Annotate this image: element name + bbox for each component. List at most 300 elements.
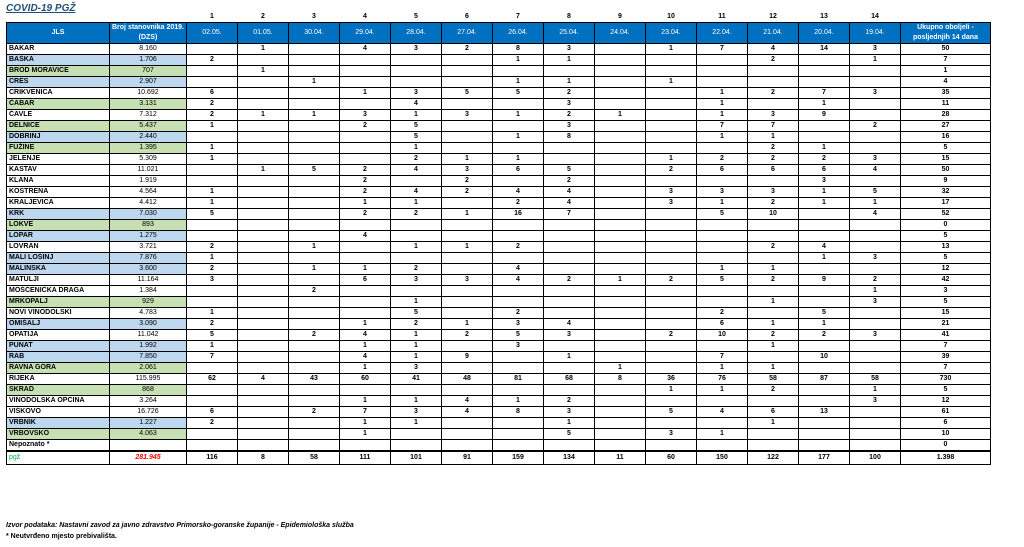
- case-cell: 1: [697, 198, 748, 209]
- case-cell: [646, 319, 697, 330]
- case-cell: [850, 132, 901, 143]
- population-cell: [110, 440, 187, 452]
- table-row: [7, 286, 991, 297]
- total-cell: 11: [901, 99, 991, 110]
- table-row: [7, 407, 991, 418]
- case-cell: 1: [340, 418, 391, 429]
- sum-row: [7, 451, 991, 465]
- case-cell: 1: [799, 99, 850, 110]
- table-row: [7, 385, 991, 396]
- table-row: [7, 319, 991, 330]
- case-cell: 2: [493, 242, 544, 253]
- case-cell: [799, 440, 850, 452]
- case-cell: 3: [850, 154, 901, 165]
- total-cell: 5: [901, 385, 991, 396]
- total-cell: 32: [901, 187, 991, 198]
- jls-name: LOPAR: [7, 231, 110, 242]
- case-cell: [697, 396, 748, 407]
- case-cell: [340, 440, 391, 452]
- case-cell: 1: [391, 396, 442, 407]
- case-cell: [493, 121, 544, 132]
- column-number: 8: [567, 13, 571, 20]
- case-cell: [595, 407, 646, 418]
- case-cell: 7: [697, 44, 748, 55]
- case-cell: 68: [544, 374, 595, 385]
- case-cell: [748, 286, 799, 297]
- case-cell: [238, 55, 289, 66]
- case-cell: [697, 220, 748, 231]
- population-cell: 4.564: [110, 187, 187, 198]
- header-jls: JLS: [7, 23, 110, 44]
- total-cell: 0: [901, 220, 991, 231]
- total-cell: 35: [901, 88, 991, 99]
- case-cell: [646, 418, 697, 429]
- case-cell: [289, 88, 340, 99]
- case-cell: [238, 231, 289, 242]
- column-number: 4: [363, 13, 367, 20]
- case-cell: 36: [646, 374, 697, 385]
- case-cell: 5: [697, 275, 748, 286]
- case-cell: 3: [850, 396, 901, 407]
- table-row: [7, 77, 991, 88]
- case-cell: [442, 77, 493, 88]
- case-cell: 2: [442, 187, 493, 198]
- table-row: [7, 165, 991, 176]
- case-cell: [442, 297, 493, 308]
- case-cell: [442, 341, 493, 352]
- case-cell: [799, 286, 850, 297]
- case-cell: 3: [544, 121, 595, 132]
- jls-name: DOBRINJ: [7, 132, 110, 143]
- case-cell: 2: [391, 264, 442, 275]
- column-number: 14: [871, 13, 879, 20]
- case-cell: 3: [799, 176, 850, 187]
- case-cell: [187, 165, 238, 176]
- case-cell: 1: [340, 319, 391, 330]
- total-cell: 12: [901, 264, 991, 275]
- case-cell: [238, 440, 289, 452]
- case-cell: [850, 363, 901, 374]
- case-cell: [238, 352, 289, 363]
- case-cell: [340, 242, 391, 253]
- case-cell: [697, 286, 748, 297]
- total-cell: 7: [901, 341, 991, 352]
- case-cell: [442, 440, 493, 452]
- case-cell: [238, 418, 289, 429]
- case-cell: 1: [799, 198, 850, 209]
- header-date: 23.04.: [646, 23, 697, 44]
- case-cell: 1: [391, 198, 442, 209]
- case-cell: [595, 121, 646, 132]
- case-cell: [748, 440, 799, 452]
- case-cell: 1: [340, 363, 391, 374]
- case-cell: [544, 286, 595, 297]
- case-cell: [646, 396, 697, 407]
- case-cell: 5: [391, 308, 442, 319]
- case-cell: [850, 66, 901, 77]
- column-number: 12: [769, 13, 777, 20]
- case-cell: [340, 253, 391, 264]
- jls-name: JELENJE: [7, 154, 110, 165]
- case-cell: [442, 429, 493, 440]
- population-cell: 707: [110, 66, 187, 77]
- column-number: 6: [465, 13, 469, 20]
- header-date: 26.04.: [493, 23, 544, 44]
- case-cell: 1: [748, 319, 799, 330]
- case-cell: 4: [442, 407, 493, 418]
- case-cell: [799, 77, 850, 88]
- case-cell: [493, 352, 544, 363]
- jls-name: RIJEKA: [7, 374, 110, 385]
- case-cell: [544, 143, 595, 154]
- page-title: COVID-19 PGŽ: [6, 3, 76, 14]
- case-cell: 2: [391, 319, 442, 330]
- jls-name: OPATIJA: [7, 330, 110, 341]
- case-cell: [646, 220, 697, 231]
- case-cell: [595, 44, 646, 55]
- case-cell: [799, 231, 850, 242]
- case-cell: [748, 253, 799, 264]
- case-cell: [289, 363, 340, 374]
- total-cell: 10: [901, 429, 991, 440]
- case-cell: [289, 308, 340, 319]
- population-cell: 115.995: [110, 374, 187, 385]
- case-cell: [340, 77, 391, 88]
- case-cell: 1: [238, 66, 289, 77]
- case-cell: 2: [289, 286, 340, 297]
- case-cell: [595, 165, 646, 176]
- case-cell: 4: [340, 330, 391, 341]
- case-cell: 1: [697, 132, 748, 143]
- case-cell: [748, 231, 799, 242]
- case-cell: [646, 132, 697, 143]
- case-cell: [340, 154, 391, 165]
- case-cell: 3: [442, 275, 493, 286]
- population-cell: 2.440: [110, 132, 187, 143]
- case-cell: [493, 385, 544, 396]
- case-cell: 58: [748, 374, 799, 385]
- case-cell: [595, 319, 646, 330]
- case-cell: [289, 385, 340, 396]
- case-cell: 1: [595, 110, 646, 121]
- case-cell: 2: [340, 176, 391, 187]
- case-cell: 1: [289, 264, 340, 275]
- case-cell: [289, 352, 340, 363]
- case-cell: 3: [646, 429, 697, 440]
- case-cell: [850, 77, 901, 88]
- case-cell: 2: [748, 88, 799, 99]
- case-cell: 3: [544, 44, 595, 55]
- case-cell: [850, 110, 901, 121]
- case-cell: [850, 440, 901, 452]
- total-cell: 17: [901, 198, 991, 209]
- column-number: 11: [718, 13, 726, 20]
- case-cell: 2: [748, 275, 799, 286]
- case-cell: 2: [187, 418, 238, 429]
- case-cell: 3: [850, 88, 901, 99]
- case-cell: 1: [340, 429, 391, 440]
- table-row: [7, 44, 991, 55]
- case-cell: 3: [391, 88, 442, 99]
- case-cell: [850, 308, 901, 319]
- header-date: 22.04.: [697, 23, 748, 44]
- population-cell: 1.395: [110, 143, 187, 154]
- case-cell: 7: [799, 88, 850, 99]
- header-date: 02.05.: [187, 23, 238, 44]
- case-cell: 4: [442, 396, 493, 407]
- case-cell: 7: [340, 407, 391, 418]
- column-number: 1: [210, 13, 214, 20]
- case-cell: [289, 209, 340, 220]
- case-cell: 3: [544, 99, 595, 110]
- case-cell: [646, 286, 697, 297]
- case-cell: 2: [850, 275, 901, 286]
- table-row: [7, 143, 991, 154]
- case-cell: [238, 242, 289, 253]
- column-number: 3: [312, 13, 316, 20]
- population-cell: 2.907: [110, 77, 187, 88]
- case-cell: 2: [748, 55, 799, 66]
- total-cell: 5: [901, 253, 991, 264]
- case-cell: 4: [697, 407, 748, 418]
- case-cell: 1: [697, 99, 748, 110]
- header-total: Ukupno oboljeli - posljednjih 14 dana: [901, 23, 991, 44]
- case-cell: [646, 121, 697, 132]
- jls-name: VINODOLSKA OPĆINA: [7, 396, 110, 407]
- case-cell: 58: [850, 374, 901, 385]
- total-cell: 13: [901, 242, 991, 253]
- total-cell: 6: [901, 418, 991, 429]
- case-cell: [238, 198, 289, 209]
- case-cell: 1: [187, 154, 238, 165]
- case-cell: 4: [493, 264, 544, 275]
- case-cell: [646, 264, 697, 275]
- case-cell: [748, 220, 799, 231]
- table-row: [7, 132, 991, 143]
- case-cell: [850, 407, 901, 418]
- sum-cell: 116: [187, 451, 238, 465]
- case-cell: 2: [289, 330, 340, 341]
- total-cell: 12: [901, 396, 991, 407]
- case-cell: 1: [187, 341, 238, 352]
- jls-name: MALI LOŠINJ: [7, 253, 110, 264]
- case-cell: [850, 242, 901, 253]
- case-cell: [289, 341, 340, 352]
- case-cell: 4: [544, 187, 595, 198]
- table-row: [7, 231, 991, 242]
- case-cell: 3: [850, 297, 901, 308]
- case-cell: [646, 209, 697, 220]
- total-cell: 5: [901, 143, 991, 154]
- case-cell: [595, 418, 646, 429]
- case-cell: 1: [391, 341, 442, 352]
- total-cell: 39: [901, 352, 991, 363]
- case-cell: [238, 407, 289, 418]
- case-cell: [289, 143, 340, 154]
- case-cell: [799, 264, 850, 275]
- sum-cell: 58: [289, 451, 340, 465]
- case-cell: [493, 253, 544, 264]
- case-cell: 1: [238, 110, 289, 121]
- case-cell: 3: [850, 44, 901, 55]
- table-row: [7, 352, 991, 363]
- jls-name: LOKVE: [7, 220, 110, 231]
- case-cell: 1: [595, 363, 646, 374]
- case-cell: 1: [289, 110, 340, 121]
- case-cell: 3: [340, 110, 391, 121]
- case-cell: [391, 286, 442, 297]
- case-cell: [595, 187, 646, 198]
- table-row: [7, 121, 991, 132]
- case-cell: 1: [850, 198, 901, 209]
- case-cell: 2: [442, 44, 493, 55]
- case-cell: 1: [340, 396, 391, 407]
- case-cell: 1: [748, 341, 799, 352]
- case-cell: 1: [340, 264, 391, 275]
- case-cell: 5: [391, 132, 442, 143]
- case-cell: 3: [187, 275, 238, 286]
- case-cell: [595, 385, 646, 396]
- case-cell: [799, 66, 850, 77]
- case-cell: [544, 308, 595, 319]
- case-cell: 10: [799, 352, 850, 363]
- total-cell: 41: [901, 330, 991, 341]
- table-row: [7, 154, 991, 165]
- case-cell: 1: [187, 253, 238, 264]
- case-cell: 2: [748, 198, 799, 209]
- case-cell: 2: [646, 275, 697, 286]
- case-cell: 41: [391, 374, 442, 385]
- case-cell: [238, 363, 289, 374]
- case-cell: [544, 440, 595, 452]
- case-cell: 1: [289, 77, 340, 88]
- case-cell: [442, 121, 493, 132]
- case-cell: [646, 341, 697, 352]
- case-cell: [799, 363, 850, 374]
- population-cell: 3.600: [110, 264, 187, 275]
- case-cell: 1: [442, 154, 493, 165]
- case-cell: [595, 220, 646, 231]
- case-cell: [595, 352, 646, 363]
- case-cell: [238, 330, 289, 341]
- table-row: [7, 341, 991, 352]
- case-cell: [238, 220, 289, 231]
- jls-name: KRK: [7, 209, 110, 220]
- jls-name: DELNICE: [7, 121, 110, 132]
- case-cell: [391, 55, 442, 66]
- case-cell: [391, 385, 442, 396]
- case-cell: [595, 286, 646, 297]
- case-cell: [442, 418, 493, 429]
- case-cell: [595, 253, 646, 264]
- case-cell: [697, 176, 748, 187]
- jls-name: BROD MORAVICE: [7, 66, 110, 77]
- case-cell: [646, 99, 697, 110]
- case-cell: [646, 363, 697, 374]
- case-cell: 3: [748, 110, 799, 121]
- case-cell: 6: [799, 165, 850, 176]
- case-cell: 87: [799, 374, 850, 385]
- column-number: 5: [414, 13, 418, 20]
- case-cell: 1: [493, 396, 544, 407]
- case-cell: [238, 385, 289, 396]
- case-cell: 8: [595, 374, 646, 385]
- case-cell: 1: [391, 143, 442, 154]
- case-cell: 9: [442, 352, 493, 363]
- population-cell: 7.312: [110, 110, 187, 121]
- table-row: [7, 330, 991, 341]
- case-cell: [799, 396, 850, 407]
- case-cell: [187, 396, 238, 407]
- case-cell: [187, 297, 238, 308]
- case-cell: [493, 176, 544, 187]
- case-cell: [238, 253, 289, 264]
- case-cell: 5: [442, 88, 493, 99]
- jls-name: VIŠKOVO: [7, 407, 110, 418]
- case-cell: [595, 429, 646, 440]
- case-cell: 4: [799, 242, 850, 253]
- case-cell: [238, 319, 289, 330]
- case-cell: 6: [697, 165, 748, 176]
- sum-cell: 150: [697, 451, 748, 465]
- case-cell: 5: [187, 330, 238, 341]
- case-cell: 1: [391, 242, 442, 253]
- case-cell: 2: [646, 165, 697, 176]
- case-cell: [646, 297, 697, 308]
- case-cell: [850, 99, 901, 110]
- jls-name: VRBOVSKO: [7, 429, 110, 440]
- case-cell: 3: [697, 187, 748, 198]
- case-cell: [850, 341, 901, 352]
- case-cell: 2: [187, 110, 238, 121]
- case-cell: [391, 176, 442, 187]
- case-cell: 3: [646, 187, 697, 198]
- case-cell: [391, 253, 442, 264]
- population-cell: 7.030: [110, 209, 187, 220]
- case-cell: [697, 253, 748, 264]
- case-cell: 2: [442, 176, 493, 187]
- case-cell: 2: [748, 143, 799, 154]
- total-cell: 15: [901, 154, 991, 165]
- total-cell: 730: [901, 374, 991, 385]
- case-cell: [850, 418, 901, 429]
- case-cell: 2: [748, 154, 799, 165]
- case-cell: [799, 220, 850, 231]
- jls-name: KRALJEVICA: [7, 198, 110, 209]
- case-cell: [697, 440, 748, 452]
- case-cell: [442, 253, 493, 264]
- case-cell: 1: [697, 88, 748, 99]
- case-cell: [442, 143, 493, 154]
- case-cell: 1: [544, 55, 595, 66]
- case-cell: 6: [748, 165, 799, 176]
- population-cell: 16.726: [110, 407, 187, 418]
- population-cell: 10.692: [110, 88, 187, 99]
- case-cell: 5: [493, 88, 544, 99]
- case-cell: 2: [187, 264, 238, 275]
- case-cell: 4: [340, 231, 391, 242]
- case-cell: [289, 220, 340, 231]
- table-row: [7, 275, 991, 286]
- header-date: 28.04.: [391, 23, 442, 44]
- case-cell: 1: [595, 275, 646, 286]
- total-cell: 52: [901, 209, 991, 220]
- case-cell: 5: [493, 330, 544, 341]
- case-cell: 1: [493, 110, 544, 121]
- sum-population: 281.945: [110, 451, 187, 465]
- case-cell: 1: [646, 77, 697, 88]
- table-row: [7, 198, 991, 209]
